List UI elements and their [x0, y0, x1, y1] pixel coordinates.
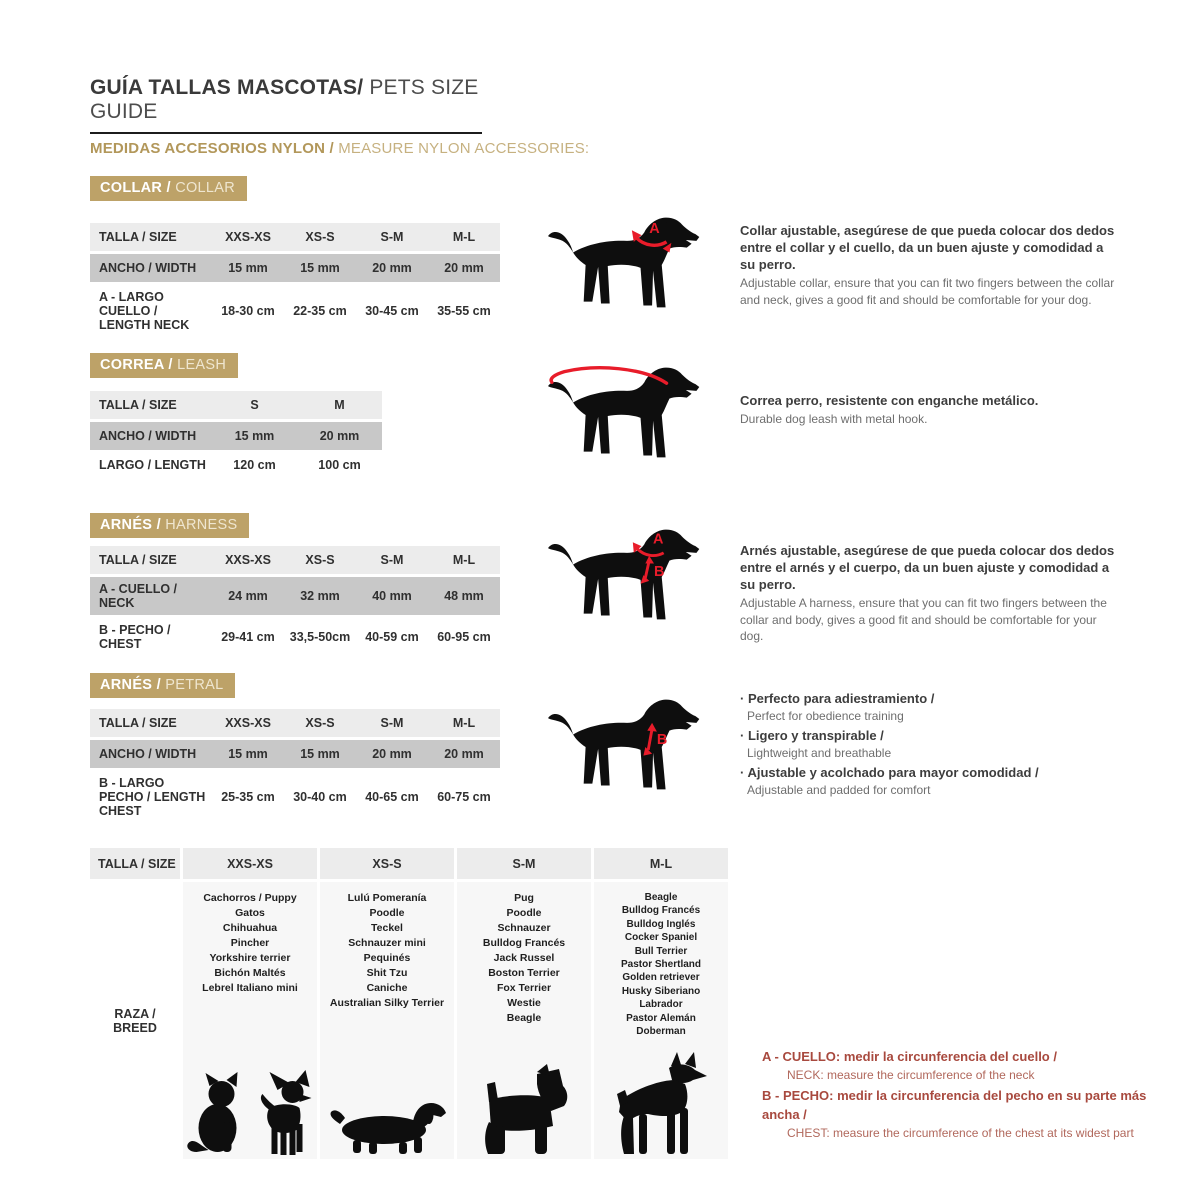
breed-item: Cocker Spaniel [624, 932, 698, 944]
collar-description [740, 222, 1122, 308]
breed-item: Pastor Alemán [626, 1012, 696, 1024]
description-es: Arnés ajustable, asegúrese de que pueda colocar dos dedos entre el arnés y el cuerpo, da un buen ajuste y comodidad a su perro. [740, 543, 1115, 593]
breed-item: Teckel [371, 922, 403, 934]
cell-value: 20 mm [297, 422, 382, 450]
feature-es: · Ajustable y acolchado para mayor comodidad / [740, 765, 1039, 780]
breed-table-body [90, 882, 728, 1159]
collar-badge [90, 176, 247, 201]
col-header: M-L [428, 546, 500, 574]
cell-value: 20 mm [428, 254, 500, 282]
cell-value: 15 mm [212, 740, 284, 768]
breed-item: Schnauzer mini [348, 937, 426, 949]
col-header: S-M [356, 223, 428, 251]
description-en: Adjustable A harness, ensure that you can fit two fingers between the collar and body, gives a good fit and should be comfortable for your dog. [740, 596, 1107, 643]
collar-badge-en: COLLAR [175, 180, 236, 196]
cell-value: 25-35 cm [212, 771, 284, 823]
row-label: LARGO / LENGTH [90, 453, 212, 477]
row-label: ANCHO / WIDTH [90, 740, 212, 768]
col-header: S-M [356, 709, 428, 737]
page-subtitle-en: MEASURE NYLON ACCESSORIES: [338, 140, 590, 157]
col-header: TALLA / SIZE [90, 223, 212, 251]
breed-col-xxs-xs [183, 882, 317, 1159]
collar-badge-es: COLLAR / [100, 180, 176, 196]
breed-item: Husky Siberiano [621, 985, 701, 997]
leash-badge-es: CORREA / [100, 357, 178, 373]
col-header: XS-S [284, 546, 356, 574]
cell-value: 30-45 cm [356, 285, 428, 337]
feature-en: Adjustable and padded for comfort [747, 783, 931, 798]
silhouette-group [185, 1070, 316, 1156]
leash-badge [90, 353, 238, 378]
breed-item: Labrador [639, 999, 683, 1011]
table-row [90, 709, 500, 737]
page-title-en: PETS SIZE GUIDE [90, 76, 479, 123]
row-label: B - LARGO PECHO / LENGTH CHEST [90, 771, 212, 823]
breed-item: Bichón Maltés [214, 967, 286, 979]
table-row [90, 618, 500, 656]
cell-value: 29-41 cm [212, 618, 284, 656]
chihuahua-silhouette-icon [252, 1070, 316, 1156]
leash-description [740, 392, 1122, 427]
cell-value: 48 mm [428, 577, 500, 615]
cell-value: 15 mm [284, 254, 356, 282]
cell-value: 15 mm [212, 422, 297, 450]
cell-value: 35-55 cm [428, 285, 500, 337]
feature-en: Lightweight and breathable [747, 746, 892, 761]
breed-item: Jack Russel [493, 952, 555, 964]
silhouette-group [475, 1064, 573, 1156]
schnauzer-silhouette-icon [475, 1064, 573, 1156]
table-row [90, 422, 382, 450]
col-header: XS-S [320, 848, 454, 879]
cell-value: 20 mm [356, 740, 428, 768]
table-row [90, 577, 500, 615]
breed-row-label-en: BREED [113, 1020, 157, 1035]
table-row [90, 391, 382, 419]
cell-value: 20 mm [356, 254, 428, 282]
breed-row-label-es: RAZA / [114, 1006, 156, 1021]
harness-badge [90, 513, 249, 538]
row-label: A - CUELLO / NECK [90, 577, 212, 615]
note-a-es: A - CUELLO: medir la circunferencia del cuello / [762, 1049, 1057, 1064]
breed-item: Cachorros / Puppy [203, 892, 297, 904]
breed-item: Shit Tzu [366, 967, 408, 979]
breed-col-s-m [457, 882, 591, 1159]
note-b-es: B - PECHO: medir la circunferencia del pecho en su parte más ancha / [762, 1088, 1147, 1123]
breed-item: Gatos [235, 907, 265, 919]
breed-list [183, 891, 317, 996]
description-en: Durable dog leash with metal hook. [740, 412, 928, 427]
col-header: S-M [356, 546, 428, 574]
row-label: B - PECHO / CHEST [90, 618, 212, 656]
petral-size-table [90, 706, 500, 826]
cell-value: 15 mm [212, 254, 284, 282]
col-header: M-L [428, 223, 500, 251]
breed-size-table [90, 848, 728, 1159]
col-header: S-M [457, 848, 591, 879]
col-header: XXS-XS [212, 709, 284, 737]
chest-marker-letter: B [656, 732, 668, 749]
cell-value: 18-30 cm [212, 285, 284, 337]
breed-item: Chihuahua [222, 922, 278, 934]
table-row [90, 453, 382, 477]
feature-es: · Ligero y transpirable / [740, 728, 884, 743]
note-b-en: CHEST: measure the circumference of the chest at its widest part [787, 1125, 1134, 1140]
col-header: XS-S [284, 709, 356, 737]
leash-size-table [90, 388, 382, 480]
cell-value: 15 mm [284, 740, 356, 768]
breed-item: Poodle [369, 907, 405, 919]
note-a-en: NECK: measure the circumference of the neck [787, 1067, 1035, 1082]
measuring-notes [762, 1048, 1182, 1145]
breed-item: Pincher [230, 937, 270, 949]
harness-badge-en: HARNESS [165, 517, 238, 533]
table-row [90, 285, 500, 337]
table-row [90, 254, 500, 282]
harness-size-table [90, 543, 500, 659]
cell-value: 60-95 cm [428, 618, 500, 656]
neck-marker-letter: A [653, 531, 664, 548]
breed-item: Fox Terrier [496, 982, 552, 994]
table-row [90, 223, 500, 251]
table-row [90, 771, 500, 823]
col-header: XXS-XS [212, 546, 284, 574]
col-header: S [212, 391, 297, 419]
page-title [90, 76, 482, 134]
breed-item: Bulldog Francés [482, 937, 566, 949]
cell-value: 30-40 cm [284, 771, 356, 823]
row-label: A - LARGO CUELLO / LENGTH NECK [90, 285, 212, 337]
row-label: ANCHO / WIDTH [90, 254, 212, 282]
breed-item: Boston Terrier [488, 967, 560, 979]
breed-item: Schnauzer [497, 922, 551, 934]
row-label: ANCHO / WIDTH [90, 422, 212, 450]
feature-en: Perfect for obedience training [747, 709, 904, 724]
breed-item: Bulldog Francés [621, 905, 701, 917]
harness-badge-es: ARNÉS / [100, 517, 166, 533]
col-header: TALLA / SIZE [90, 709, 212, 737]
breed-row-label [90, 882, 180, 1159]
cell-value: 60-75 cm [428, 771, 500, 823]
cell-value: 40 mm [356, 577, 428, 615]
description-en: Adjustable collar, ensure that you can fit two fingers between the collar and neck, gives a good fit and should be comfortable for your dog. [740, 276, 1115, 307]
breed-list [594, 891, 728, 1038]
col-header: M-L [428, 709, 500, 737]
cell-value: 20 mm [428, 740, 500, 768]
chest-marker-letter: B [654, 564, 665, 581]
breed-list [320, 891, 454, 1011]
breed-item: Bull Terrier [634, 945, 688, 957]
leash-dog-illustration [538, 362, 718, 468]
petral-badge-es: ARNÉS / [100, 677, 166, 693]
petral-badge-en: PETRAL [165, 677, 224, 693]
table-row [90, 546, 500, 574]
cell-value: 40-65 cm [356, 771, 428, 823]
col-header: TALLA / SIZE [90, 391, 212, 419]
silhouette-group [605, 1052, 717, 1156]
page-subtitle [90, 140, 589, 157]
breed-item: Caniche [366, 982, 408, 994]
petral-badge [90, 673, 235, 698]
harness-dog-illustration [538, 524, 718, 630]
cell-value: 24 mm [212, 577, 284, 615]
breed-item: Australian Silky Terrier [329, 997, 445, 1009]
cell-value: 32 mm [284, 577, 356, 615]
petral-dog-illustration [538, 694, 718, 800]
breed-table-header [90, 848, 728, 879]
cell-value: 100 cm [297, 453, 382, 477]
page-title-es: GUÍA TALLAS MASCOTAS/ [90, 76, 364, 99]
col-header: M-L [594, 848, 728, 879]
col-header: TALLA / SIZE [90, 848, 180, 879]
description-es: Correa perro, resistente con enganche metálico. [740, 393, 1039, 408]
cell-value: 120 cm [212, 453, 297, 477]
breed-item: Beagle [506, 1012, 542, 1024]
silhouette-group [327, 1094, 447, 1156]
breed-col-xs-s [320, 882, 454, 1159]
breed-list [457, 891, 591, 1026]
col-header: XS-S [284, 223, 356, 251]
breed-item: Bulldog Inglés [626, 918, 696, 930]
harness-description [740, 542, 1122, 644]
dachshund-silhouette-icon [327, 1094, 447, 1156]
table-row [90, 740, 500, 768]
cell-value: 40-59 cm [356, 618, 428, 656]
breed-item: Poodle [506, 907, 542, 919]
breed-item: Westie [507, 997, 541, 1009]
col-header: XXS-XS [183, 848, 317, 879]
cell-value: 33,5-50cm [284, 618, 356, 656]
breed-item: Pequinés [363, 952, 411, 964]
breed-item: Pug [514, 892, 534, 904]
breed-col-m-l [594, 882, 728, 1159]
cat-silhouette-icon [185, 1072, 247, 1156]
breed-item: Golden retriever [622, 972, 700, 984]
breed-item: Lebrel Italiano mini [202, 982, 298, 994]
breed-item: Beagle [644, 892, 678, 903]
collar-size-table [90, 220, 500, 340]
breed-item: Yorkshire terrier [209, 952, 291, 964]
col-header: M [297, 391, 382, 419]
neck-marker-letter: A [649, 221, 660, 238]
col-header: XXS-XS [212, 223, 284, 251]
doberman-silhouette-icon [605, 1052, 717, 1156]
collar-dog-illustration [538, 212, 718, 318]
cell-value: 22-35 cm [284, 285, 356, 337]
breed-item: Lulú Pomeranía [347, 892, 427, 904]
breed-item: Doberman [636, 1026, 686, 1038]
col-header: TALLA / SIZE [90, 546, 212, 574]
breed-item: Pastor Shertland [620, 959, 702, 971]
leash-badge-en: LEASH [177, 357, 227, 373]
page-subtitle-es: MEDIDAS ACCESORIOS NYLON / [90, 140, 339, 157]
description-es: Collar ajustable, asegúrese de que pueda colocar dos dedos entre el collar y el cuello, da un buen ajuste y comodidad a su perro. [740, 223, 1115, 273]
feature-es: · Perfecto para adiestramiento / [740, 691, 934, 706]
petral-feature-list [740, 690, 1130, 801]
